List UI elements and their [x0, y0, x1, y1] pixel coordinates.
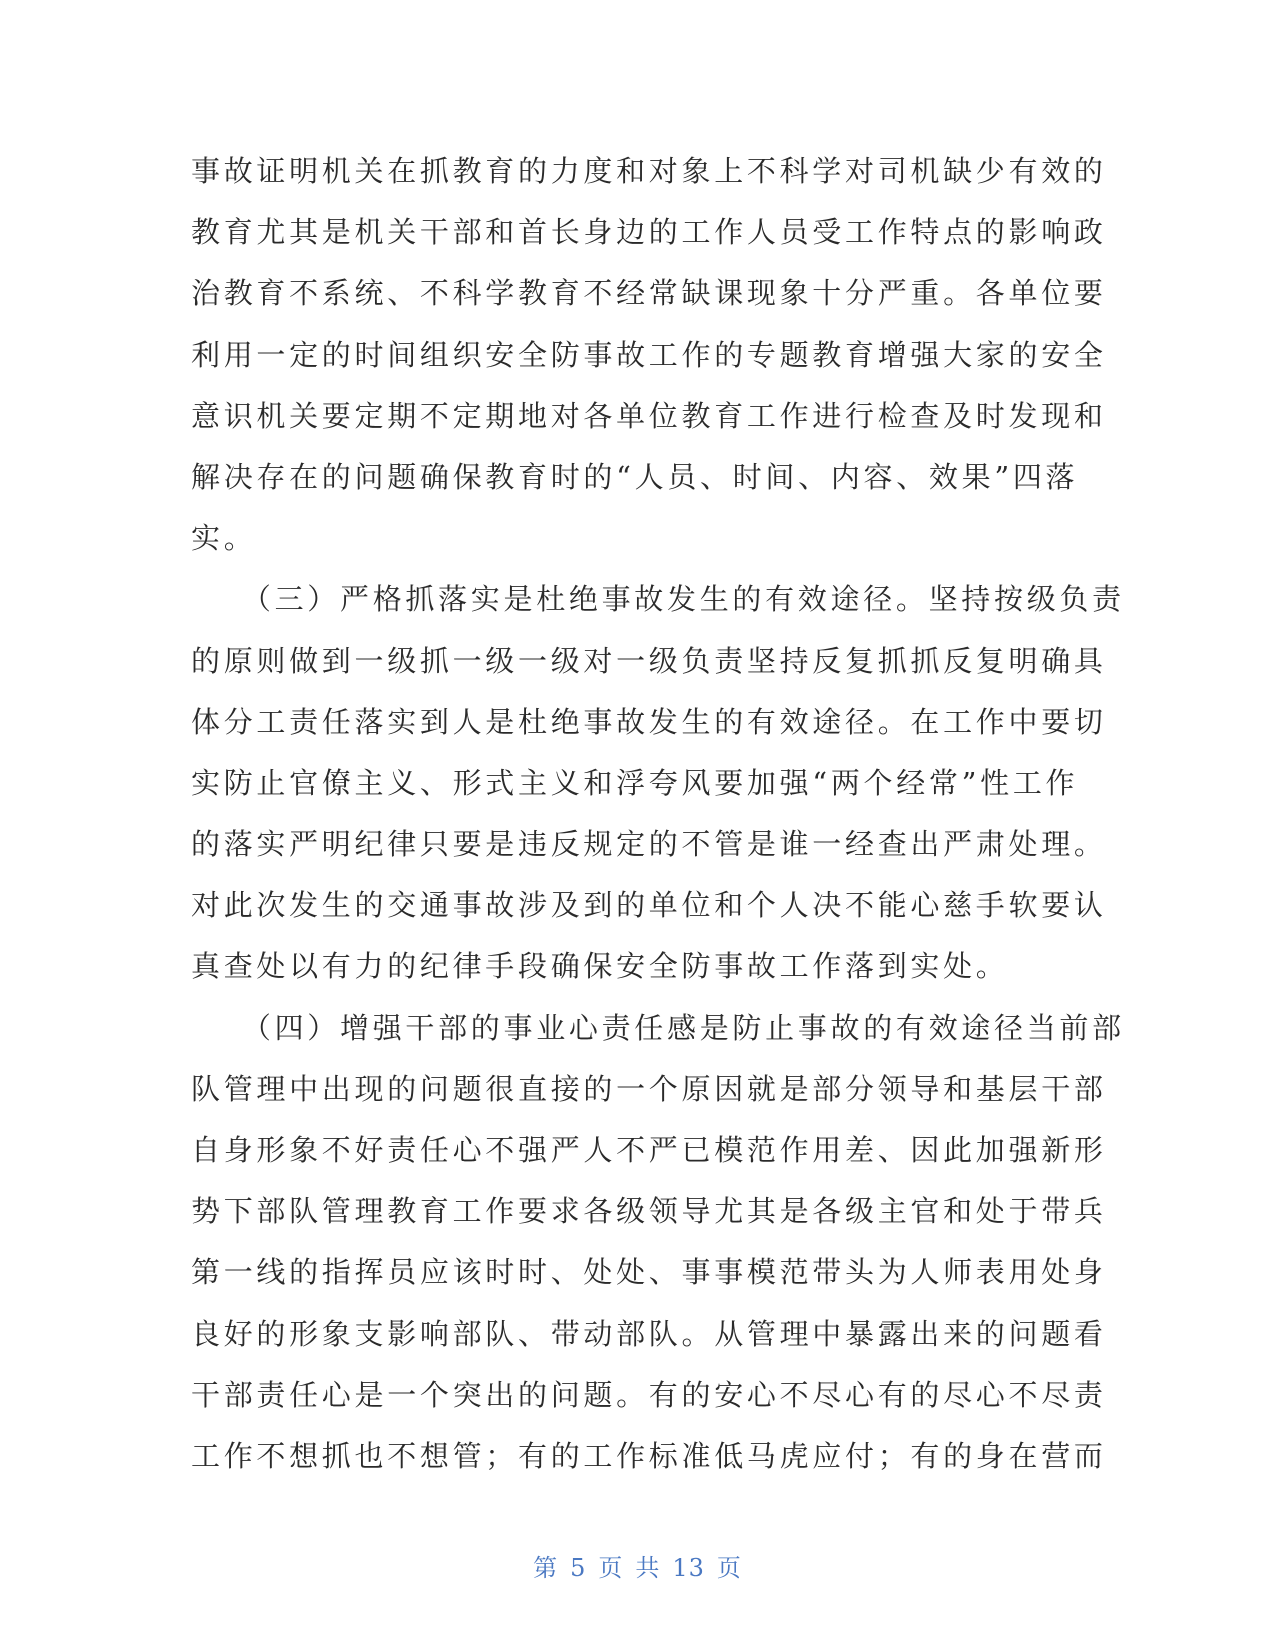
text-line: 利用一定的时间组织安全防事故工作的专题教育增强大家的安全 — [191, 337, 1107, 372]
footer-prefix: 第 — [533, 1554, 559, 1582]
footer-suffix: 页 — [716, 1554, 742, 1582]
text-line: 意识机关要定期不定期地对各单位教育工作进行检查及时发现和 — [191, 398, 1107, 433]
paragraph-2 — [191, 569, 1125, 997]
text-line: （三）严格抓落实是杜绝事故发生的有效途径。坚持按级负责 — [191, 582, 1125, 617]
text-line: （四）增强干部的事业心责任感是防止事故的有效途径当前部 — [191, 1010, 1125, 1045]
current-page-number: 5 — [570, 1554, 587, 1582]
text-line: 事故证明机关在抓教育的力度和对象上不科学对司机缺少有效的 — [191, 154, 1107, 188]
paragraph-3 — [191, 998, 1125, 1488]
text-line: 实防止官僚主义、形式主义和浮夸风要加强“两个经常”性工作 — [191, 765, 1079, 800]
text-line: 解决存在的问题确保教育时的“人员、时间、内容、效果”四落 — [191, 459, 1079, 494]
text-line: 良好的形象支影响部队、带动部队。从管理中暴露出来的问题看 — [191, 1316, 1107, 1351]
paragraph-1 — [191, 141, 1107, 569]
total-page-count: 13 — [672, 1554, 705, 1582]
text-line: 工作不想抓也不想管；有的工作标准低马虎应付；有的身在营而 — [191, 1438, 1107, 1473]
text-line: 自身形象不好责任心不强严人不严已模范作用差、因此加强新形 — [191, 1133, 1107, 1167]
text-line: 第一线的指挥员应该时时、处处、事事模范带头为人师表用处身 — [191, 1255, 1107, 1290]
footer-total-word: 共 — [635, 1554, 661, 1582]
document-body — [191, 141, 1125, 1487]
text-line: 治教育不系统、不科学教育不经常缺课现象十分严重。各单位要 — [191, 276, 1107, 311]
text-line: 的原则做到一级抓一级一级对一级负责坚持反复抓抓反复明确具 — [191, 643, 1107, 678]
text-line: 真查处以有力的纪律手段确保安全防事故工作落到实处。 — [191, 949, 1009, 984]
text-line: 教育尤其是机关干部和首长身边的工作人员受工作特点的影响政 — [191, 215, 1107, 250]
text-line: 体分工责任落实到人是杜绝事故发生的有效途径。在工作中要切 — [191, 704, 1107, 739]
text-line: 干部责任心是一个突出的问题。有的安心不尽心有的尽心不尽责 — [191, 1377, 1107, 1412]
text-line: 势下部队管理教育工作要求各级领导尤其是各级主官和处于带兵 — [191, 1194, 1107, 1229]
text-line: 实。 — [191, 521, 257, 556]
text-line: 对此次发生的交通事故涉及到的单位和个人决不能心慈手软要认 — [191, 888, 1107, 923]
text-line: 的落实严明纪律只要是违反规定的不管是谁一经查出严肃处理。 — [191, 827, 1107, 862]
text-line: 队管理中出现的问题很直接的一个原因就是部分领导和基层干部 — [191, 1071, 1107, 1106]
footer-page-word: 页 — [598, 1554, 624, 1582]
page-footer — [0, 1548, 1275, 1583]
